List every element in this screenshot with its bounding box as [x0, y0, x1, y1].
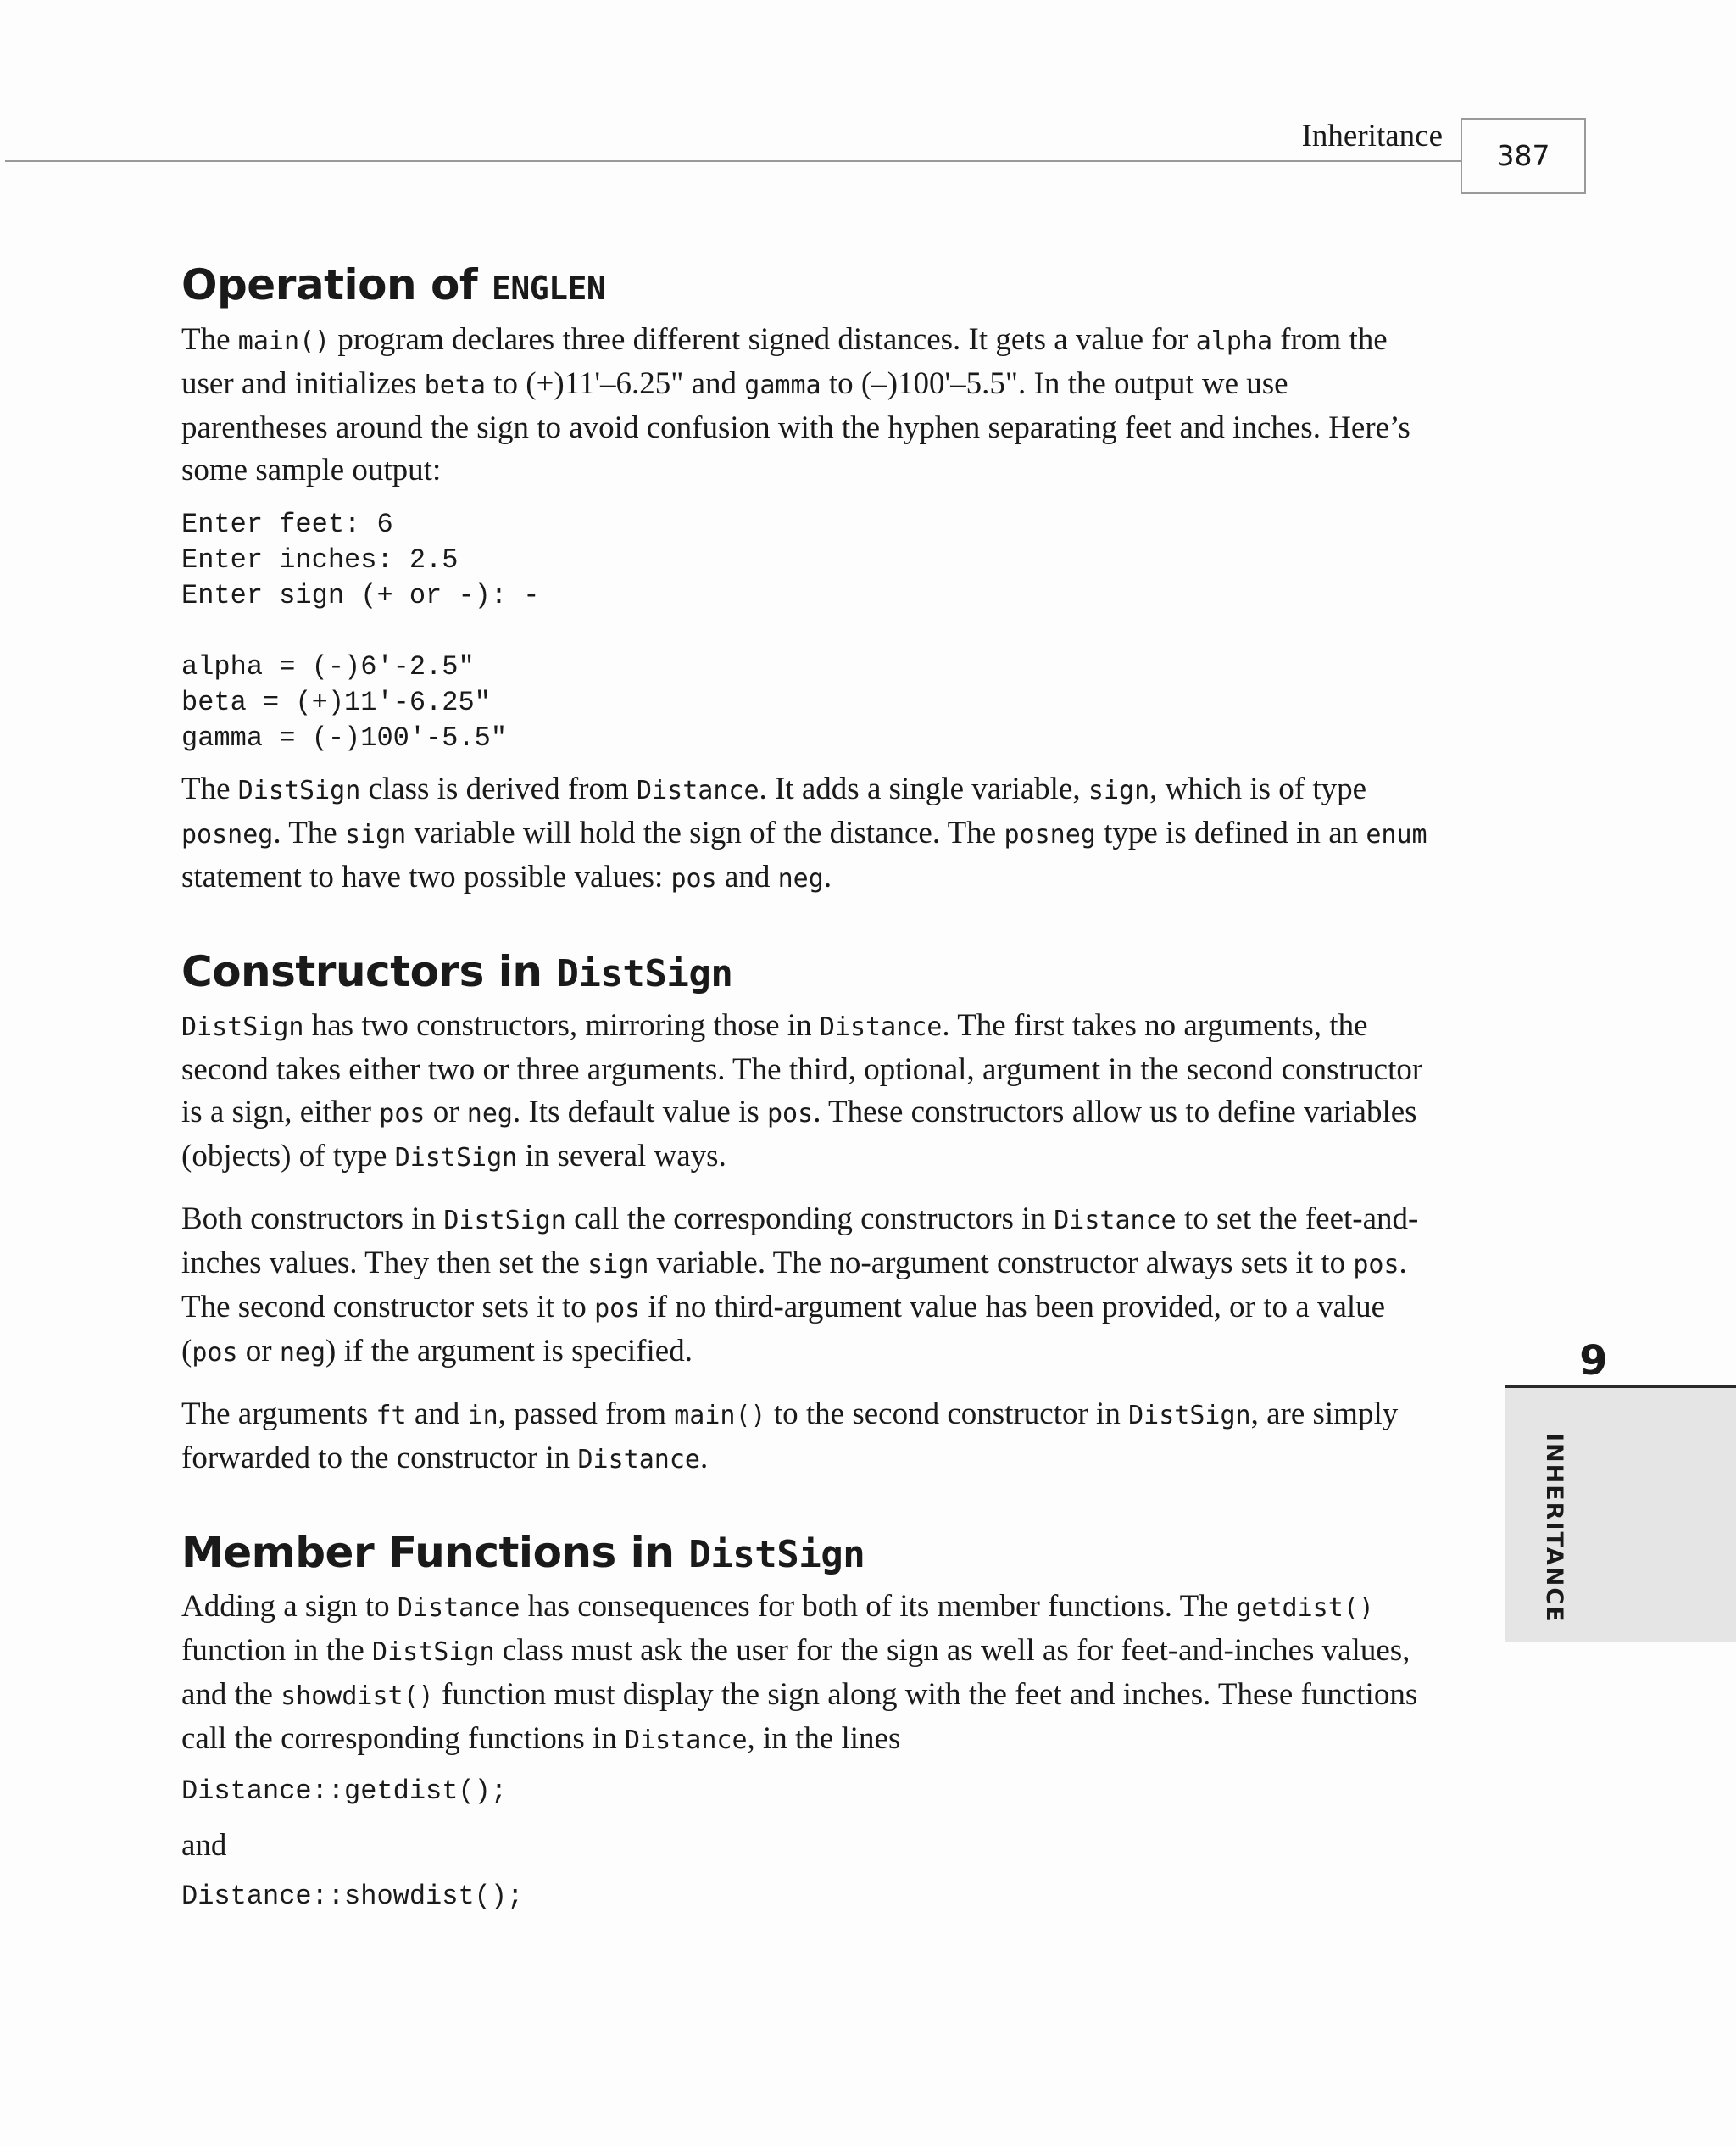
paragraph-constructor-arguments: The arguments ft and in, passed from main() to the second constructor in DistSign, are simply forwarded to the constructor in Distance.	[181, 1396, 1399, 1475]
and-text: and	[181, 1828, 227, 1863]
page-number: 387	[1461, 118, 1586, 194]
heading-constructors-in-distsign: Constructors in DistSign	[181, 947, 733, 996]
paragraph-member-functions: Adding a sign to Distance has consequences for both of its member functions. The getdist() function in the DistSign class must ask the user for the sign as well as for feet-and-inches values, and the showdist() function must display the sign along with the feet and inches. These functions call the corresponding functions in Distance, in the lines	[181, 1589, 1418, 1756]
code-getdist-call: Distance::getdist();	[181, 1775, 508, 1807]
page-body	[181, 254, 1436, 1930]
chapter-tab-label: INHERITANCE	[1541, 1433, 1567, 1624]
code-showdist-call: Distance::showdist();	[181, 1881, 524, 1912]
chapter-tab	[1505, 1388, 1736, 1642]
paragraph-operation-intro: The main() program declares three different signed distances. It gets a value for alpha from the user and initializes beta to (+)11'–6.25" and gamma to (–)100'–5.5". In the output we use parentheses around the sign to avoid confusion with the hyphen separating feet and inches. Here’s some sample output:	[181, 322, 1410, 488]
chapter-tab-number: 9	[1579, 1337, 1608, 1385]
paragraph-distsign-class: The DistSign class is derived from Distance. It adds a single variable, sign, which is of type posneg. The sign variable will hold the sign of the distance. The posneg type is defined in an enum statement to have two possible values: pos and neg.	[181, 772, 1427, 895]
heading-member-functions-in-distsign: Member Functions in DistSign	[181, 1528, 865, 1577]
paragraph-constructors-overview: DistSign has two constructors, mirroring those in Distance. The first takes no arguments, the second takes either two or three arguments. The third, optional, argument in the second constructor is a sign, either pos or neg. Its default value is pos. These constructors allow us to define variables (objects) of type DistSign in several ways.	[181, 1008, 1423, 1173]
header-rule	[5, 160, 1463, 162]
paragraph-constructors-detail: Both constructors in DistSign call the corresponding constructors in Distance to set the feet-and-inches values. They then set the sign variable. The no-argument constructor always sets it to pos. The second constructor sets it to pos if no third-argument value has been provided, or to a value (pos or neg) if the argument is specified.	[181, 1201, 1419, 1368]
running-head: Inheritance	[1301, 119, 1443, 153]
sample-output-code: Enter feet: 6 Enter inches: 2.5 Enter sign (+ or -): - alpha = (-)6'-2.5" beta = (+)11'-6.25" gamma = (-)100'-5.5"	[181, 509, 540, 754]
heading-operation-of-englen: Operation of ENGLEN	[181, 260, 606, 309]
